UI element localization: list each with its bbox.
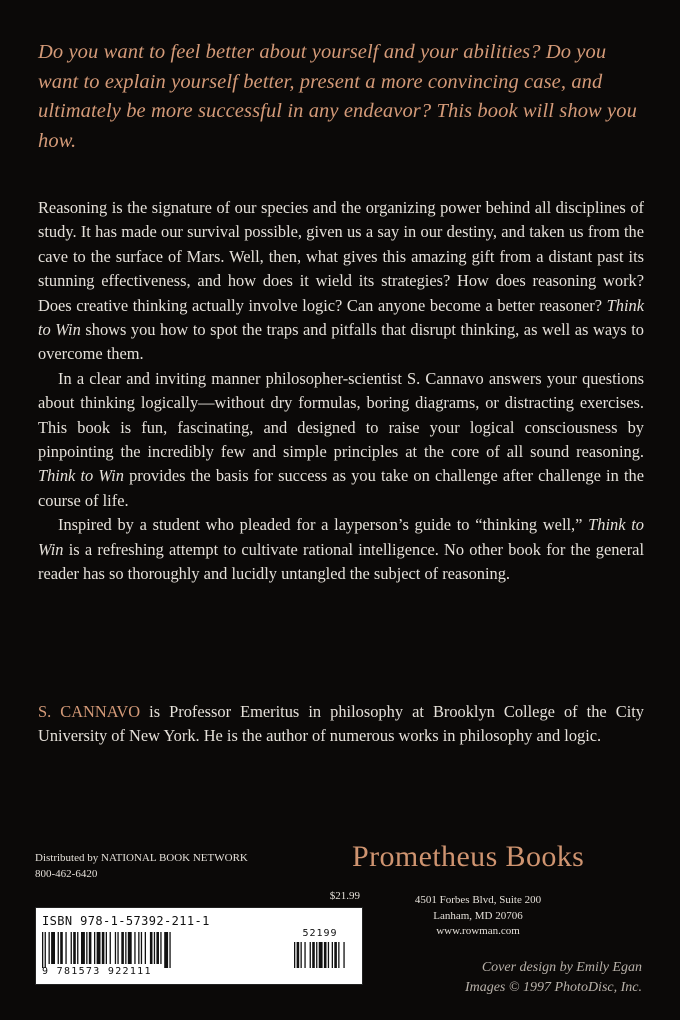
cover-credits xyxy=(465,958,642,997)
barcode-supplement-bar xyxy=(334,942,337,968)
description-paragraph-2 xyxy=(38,367,644,513)
barcode-supplement-bar xyxy=(310,942,311,968)
barcode-bar xyxy=(164,932,168,968)
barcode-bar xyxy=(94,932,95,964)
barcode-bar xyxy=(128,932,132,964)
paragraph-text: Inspired by a student who pleaded for a layperson’s guide to “thinking well,” xyxy=(58,515,589,535)
publisher-name: Prometheus Books xyxy=(352,840,585,873)
barcode-bar xyxy=(145,932,146,964)
barcode-bar xyxy=(169,932,170,968)
barcode-bar xyxy=(102,932,105,964)
barcode-supplement-bar xyxy=(343,942,344,968)
book-description xyxy=(38,196,644,587)
barcode-bar xyxy=(125,932,126,964)
barcode-bar xyxy=(115,932,116,964)
barcode-bar xyxy=(77,932,78,964)
description-paragraph-1 xyxy=(38,196,644,367)
distribution-info xyxy=(35,850,248,882)
barcode-bar xyxy=(45,932,46,968)
barcode-supplement-bar xyxy=(294,942,295,968)
barcode-bar xyxy=(160,932,161,964)
barcode-supplement-bar xyxy=(328,942,329,968)
barcode-bar xyxy=(60,932,63,964)
barcode-bar xyxy=(156,932,159,964)
barcode xyxy=(35,907,363,985)
author-bio xyxy=(38,700,644,749)
barcode-bar xyxy=(121,932,124,964)
tagline: Do you want to feel better about yourself and your abilities? Do you want to explain yourself better, present a more convincing case, and ultimately be more successful in any endeavor? This book will show you how. xyxy=(38,41,637,152)
paragraph-text: Reasoning is the signature of our species and the organizing power behind all disciplines of study. It has made our survival possible, given us a say in our destiny, and taken us from the cave to the surface of Mars. Well, then, what gives this amazing gift from a distant past its stunning effectiveness, and how does it wield its strategies? How does reasoning work? Does creative thinking actually involve logic? Can anyone become a better reasoner? xyxy=(38,198,644,315)
barcode-bar xyxy=(42,932,43,968)
isbn-label: ISBN 978-1-57392-211-1 xyxy=(42,914,210,928)
distributor-line: Distributed by NATIONAL BOOK NETWORK xyxy=(35,852,248,864)
barcode-supplement-bar xyxy=(324,942,327,968)
distributor-phone: 800-462-6420 xyxy=(35,868,98,880)
book-title-italic: Think to Win xyxy=(38,515,644,559)
barcode-bar xyxy=(134,932,135,964)
barcode-bar xyxy=(89,932,92,964)
barcode-supplement-bar xyxy=(332,942,333,968)
barcode-bar xyxy=(97,932,101,964)
image-credit: Images © 1997 PhotoDisc, Inc. xyxy=(464,979,642,995)
barcode-supplement-bar xyxy=(338,942,339,968)
barcode-bar xyxy=(65,932,66,964)
barcode-supplement-bar xyxy=(312,942,315,968)
publisher-website: www.rowman.com xyxy=(436,925,520,937)
barcode-bar xyxy=(81,932,85,964)
address-line-2: Lanham, MD 20706 xyxy=(433,909,523,922)
barcode-bar xyxy=(86,932,87,964)
barcode-bar xyxy=(106,932,107,964)
paragraph-text: provides the basis for success as you take on challenge after challenge in the course of life. xyxy=(38,466,644,510)
description-paragraph-3 xyxy=(38,513,644,586)
author-name: S. CANNAVO xyxy=(38,702,141,721)
barcode-supplement-bar xyxy=(319,942,323,968)
barcode-digits: 9 781573 922111 xyxy=(42,966,152,977)
paragraph-text: is a refreshing attempt to cultivate rational intelligence. No other book for the general reader has so thoroughly and lucidly untangled the subject of reasoning. xyxy=(38,539,644,584)
barcode-supplement-bar xyxy=(301,942,302,968)
paragraph-text: In a clear and inviting manner philosopher-scientist S. Cannavo answers your questions about thinking logically—without dry formulas, boring diagrams, or distracting exercises. This book is fun, fascinating, and designed to raise your logical consciousness by pinpointing the incredibly few and simple principles at the core of all sound reasoning. xyxy=(38,368,644,462)
barcode-bar xyxy=(154,932,155,964)
book-title-italic: Think to Win xyxy=(38,466,124,486)
barcode-bar xyxy=(138,932,139,964)
barcode-bar xyxy=(110,932,111,964)
barcode-bar xyxy=(71,932,72,964)
barcode-bar xyxy=(73,932,76,964)
barcode-supplement-bar xyxy=(316,942,317,968)
barcode-supplement-bar xyxy=(304,942,305,968)
barcode-supplement-bar xyxy=(297,942,300,968)
barcode-bar xyxy=(117,932,118,964)
book-title-italic: Think to Win xyxy=(38,295,644,340)
barcode-supplement-digits: 52199 xyxy=(302,928,338,939)
barcode-bar xyxy=(49,932,50,964)
author-bio-text: is Professor Emeritus in philosophy at Brooklyn College of the City University of New York. He is the author of numerous works in philosophy and logic. xyxy=(38,702,644,746)
barcode-bar xyxy=(58,932,59,964)
barcode-bar xyxy=(141,932,142,964)
address-line-1: 4501 Forbes Blvd, Suite 200 xyxy=(414,894,542,906)
paragraph-text: shows you how to spot the traps and pitfalls that disrupt thinking, as well as ways to overcome them. xyxy=(38,320,644,364)
publisher-address xyxy=(400,893,556,940)
cover-design-credit: Cover design by Emily Egan xyxy=(481,960,642,975)
price: $21.99 xyxy=(329,890,360,902)
barcode-bar xyxy=(51,932,55,964)
barcode-bar xyxy=(150,932,153,964)
